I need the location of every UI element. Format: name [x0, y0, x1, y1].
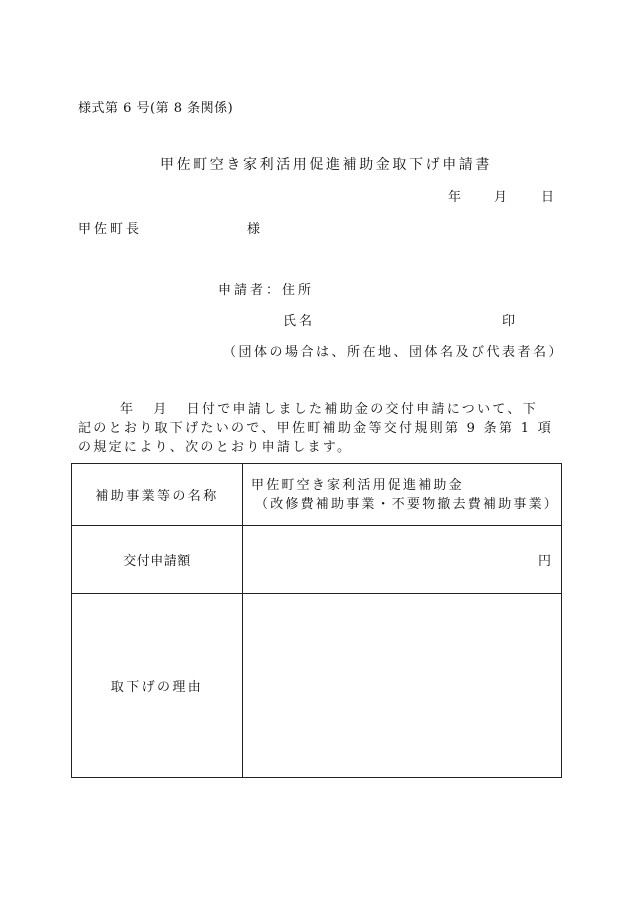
date-year-label: 年	[448, 190, 462, 205]
application-amount-field[interactable]: 円	[243, 526, 562, 594]
project-name-value	[243, 464, 562, 526]
application-amount-label: 交付申請額	[72, 526, 243, 594]
statement-year: 年	[120, 402, 136, 417]
seal-mark: 印	[502, 314, 516, 329]
withdrawal-reason-label: 取下げの理由	[72, 594, 243, 778]
project-name-line-1: 甲佐町空き家利活用促進補助金	[251, 477, 464, 493]
table-row	[72, 526, 562, 594]
withdrawal-reason-field[interactable]	[243, 594, 562, 778]
table-row	[72, 464, 562, 526]
project-name-line-2: （改修費補助事業・不要物撤去費補助事業）	[255, 496, 560, 512]
date-day-label: 日	[541, 190, 555, 205]
table-row	[72, 594, 562, 778]
applicant-address-label: 申請者：住所	[218, 283, 315, 298]
statement-line-1-text: 日付で申請しました補助金の交付申請について、下	[186, 402, 539, 417]
addressee-honorific: 様	[247, 222, 261, 237]
application-table	[71, 463, 562, 778]
statement-month: 月	[153, 402, 169, 417]
statement-line-2: 記のとおり取下げたいので、甲佐町補助金等交付規則第 9 条第 1 項	[78, 421, 554, 436]
statement-line-3: の規定により、次のとおり申請します。	[78, 440, 353, 455]
applicant-name-label: 氏名	[283, 314, 316, 329]
document-title: 甲佐町空き家利活用促進補助金取下げ申請書	[160, 157, 492, 173]
project-name-label: 補助事業等の名称	[72, 464, 243, 526]
statement-line-1	[78, 400, 558, 419]
form-number: 様式第 6 号(第 8 条関係)	[78, 101, 234, 116]
application-statement	[78, 400, 558, 457]
addressee: 甲佐町長	[78, 222, 143, 237]
organization-note: （団体の場合は、所在地、団体名及び代表者名）	[223, 345, 565, 360]
date-month-label: 月	[494, 190, 508, 205]
